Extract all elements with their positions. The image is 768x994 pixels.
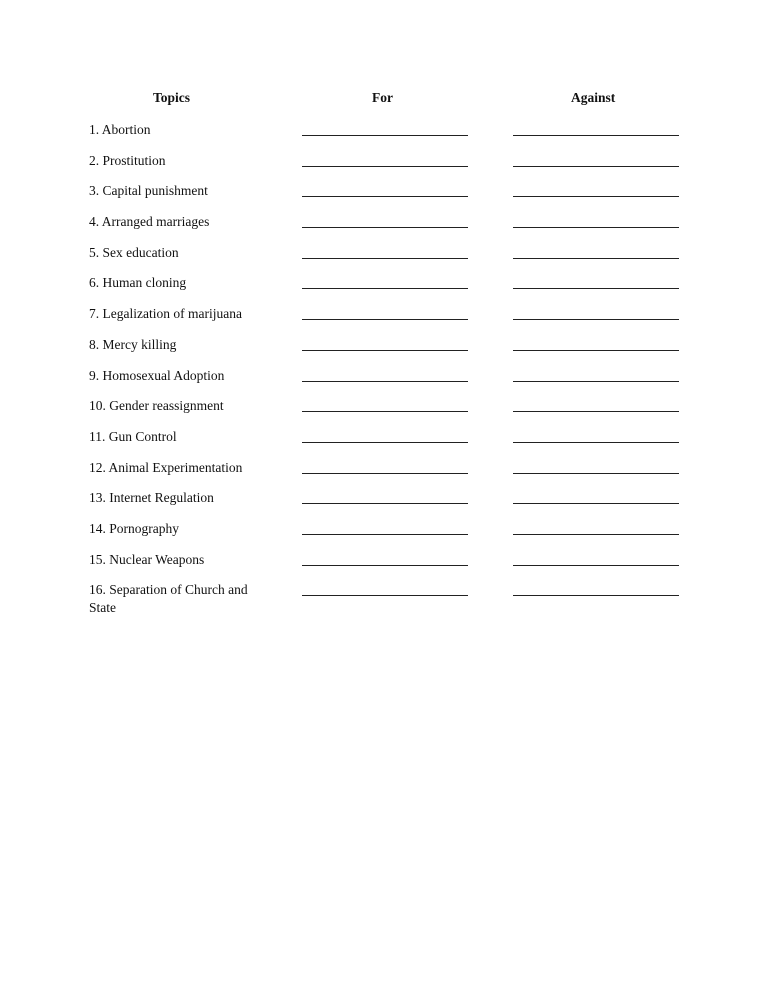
for-blank-line[interactable] [302, 442, 468, 443]
table-row [0, 520, 768, 551]
against-blank-line[interactable] [513, 565, 679, 566]
against-blank-line[interactable] [513, 135, 679, 136]
topic-label: 9. Homosexual Adoption [89, 367, 225, 383]
table-row [0, 305, 768, 336]
against-blank-line[interactable] [513, 473, 679, 474]
topic-label: 10. Gender reassignment [89, 398, 224, 414]
for-blank-line[interactable] [302, 534, 468, 535]
header-against: Against [571, 90, 616, 105]
header-topics: Topics [153, 90, 191, 105]
table-row [0, 121, 768, 152]
table-row [0, 336, 768, 367]
against-blank-line[interactable] [513, 258, 679, 259]
table-header [0, 90, 768, 108]
table-row [0, 551, 768, 582]
against-blank-line[interactable] [513, 534, 679, 535]
for-blank-line[interactable] [302, 196, 468, 197]
topic-label: 1. Abortion [89, 122, 151, 137]
table-row [0, 367, 768, 398]
for-blank-line[interactable] [302, 473, 468, 474]
against-blank-line[interactable] [513, 503, 679, 504]
for-blank-line[interactable] [302, 319, 468, 320]
for-blank-line[interactable] [302, 503, 468, 504]
for-blank-line[interactable] [302, 411, 468, 412]
against-blank-line[interactable] [513, 166, 679, 167]
against-blank-line[interactable] [513, 411, 679, 412]
topic-label: 11. Gun Control [89, 428, 177, 444]
topic-label: 3. Capital punishment [89, 183, 208, 199]
header-for: For [372, 90, 393, 105]
for-blank-line[interactable] [302, 227, 468, 228]
for-blank-line[interactable] [302, 135, 468, 136]
topic-label: 4. Arranged marriages [89, 214, 210, 230]
table-row [0, 459, 768, 490]
table-row [0, 213, 768, 244]
for-blank-line[interactable] [302, 565, 468, 566]
against-blank-line[interactable] [513, 288, 679, 289]
topic-label: 7. Legalization of marijuana [89, 306, 242, 322]
topic-label: 15. Nuclear Weapons [89, 551, 205, 567]
table-row [0, 182, 768, 213]
topic-label: 14. Pornography [89, 520, 179, 536]
table-row [0, 428, 768, 459]
table-row [0, 152, 768, 183]
table-row [0, 581, 768, 616]
topic-label: 12. Animal Experimentation [89, 459, 243, 475]
topic-label: 8. Mercy killing [89, 336, 177, 352]
against-blank-line[interactable] [513, 381, 679, 382]
table-row [0, 244, 768, 275]
against-blank-line[interactable] [513, 595, 679, 596]
against-blank-line[interactable] [513, 442, 679, 443]
topic-label: 13. Internet Regulation [89, 490, 214, 506]
for-blank-line[interactable] [302, 381, 468, 382]
topic-label: 16. Separation of Church and State [89, 582, 248, 616]
against-blank-line[interactable] [513, 227, 679, 228]
topic-label: 5. Sex education [89, 244, 179, 260]
for-blank-line[interactable] [302, 258, 468, 259]
table-row [0, 489, 768, 520]
for-blank-line[interactable] [302, 288, 468, 289]
topic-label: 6. Human cloning [89, 275, 187, 291]
against-blank-line[interactable] [513, 350, 679, 351]
topic-label: 2. Prostitution [89, 152, 166, 168]
for-blank-line[interactable] [302, 595, 468, 596]
against-blank-line[interactable] [513, 319, 679, 320]
table-row [0, 274, 768, 305]
against-blank-line[interactable] [513, 196, 679, 197]
for-blank-line[interactable] [302, 166, 468, 167]
for-blank-line[interactable] [302, 350, 468, 351]
table-row [0, 397, 768, 428]
topic-list [0, 121, 768, 616]
